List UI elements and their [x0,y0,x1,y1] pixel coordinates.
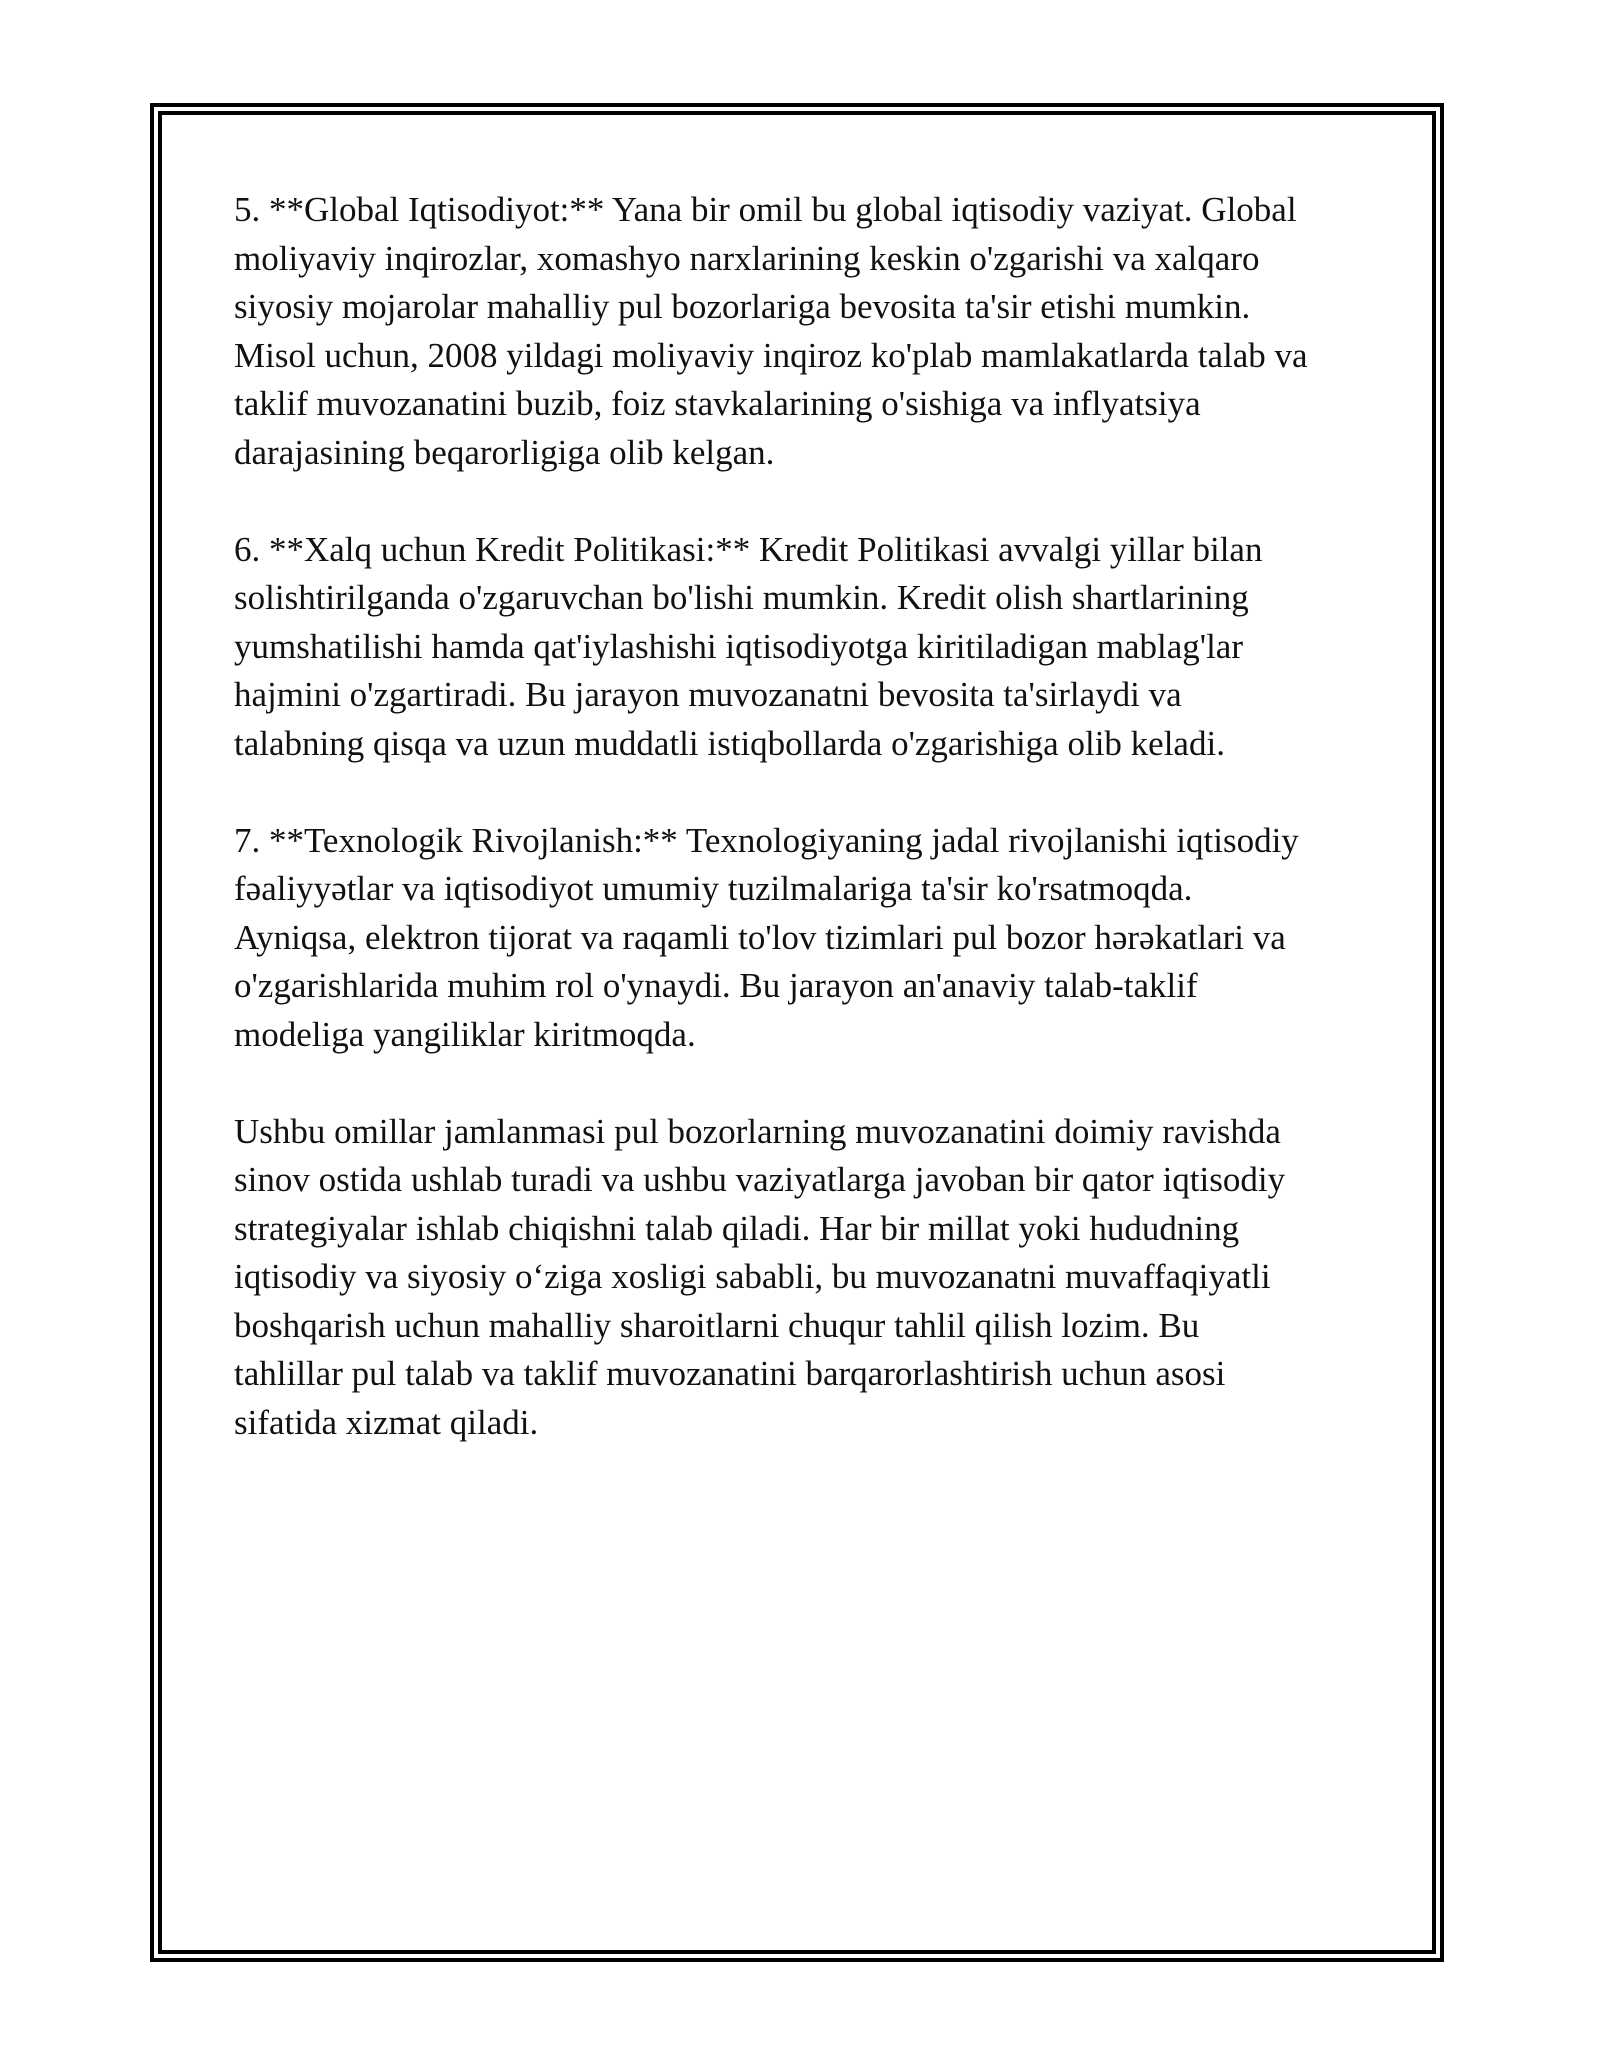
text-line: moliyaviy inqirozlar, xomashyo narxlarining keskin o'zgarishi va xalqaro [234,238,1260,278]
text-line: tahlillar pul talab va taklif muvozanatini barqarorlashtirish uchun asosi [234,1354,1226,1393]
text-line: boshqarish uchun mahalliy sharoitlarni chuqur tahlil qilish lozim. Bu [234,1305,1200,1345]
text-line: o'zgarishlarida muhim rol o'ynaydi. Bu jarayon an'anaviy talab-taklif [234,966,1198,1005]
text-line: Misol uchun, 2008 yildagi moliyaviy inqiroz ko'plab mamlakatlarda talab va [234,335,1308,375]
text-line: taklif muvozanatini buzib, foiz stavkalarining o'sishiga va inflyatsiya [234,384,1201,423]
text-line: solishtirilganda o'zgaruvchan bo'lishi mumkin. Kredit olish shartlarining [234,578,1249,617]
text-line: sifatida xizmat qiladi. [234,1402,539,1442]
text-line: sinov ostida ushlab turadi va ushbu vaziyatlarga javoban bir qator iqtisodiy [234,1160,1286,1199]
text-line: modeliga yangiliklar kiritmoqda. [234,1014,696,1054]
text-line: strategiyalar ishlab chiqishni talab qiladi. Har bir millat yoki hududning [234,1208,1240,1248]
paragraph-global-economy [234,186,1364,477]
paragraph-credit-policy [234,526,1364,769]
paragraph-conclusion [234,1108,1364,1448]
text-line: 5. **Global Iqtisodiyot:** Yana bir omil bu global iqtisodiy vaziyat. Global [234,190,1297,229]
text-line: Ayniqsa, elektron tijorat va raqamli to'lov tizimlari pul bozor hərəkatlari va [234,917,1286,957]
text-line: fəaliyyətlar va iqtisodiyot umumiy tuzilmalariga ta'sir ko'rsatmoqda. [234,869,1193,908]
text-line: yumshatilishi hamda qat'iylashishi iqtisodiyotga kiritiladigan mablag'lar [234,626,1243,666]
text-line: iqtisodiy va siyosiy o‘ziga xosligi sababli, bu muvozanatni muvaffaqiyatli [234,1257,1271,1296]
text-line: darajasining beqarorligiga olib kelgan. [234,432,775,472]
text-line: 6. **Xalq uchun Kredit Politikasi:** Kredit Politikasi avvalgi yillar bilan [234,529,1263,569]
paragraph-technology [234,817,1364,1060]
text-line: talabning qisqa va uzun muddatli istiqbollarda o'zgarishiga olib keladi. [234,723,1225,763]
text-line: Ushbu omillar jamlanmasi pul bozorlarning muvozanatini doimiy ravishda [234,1111,1281,1151]
text-line: hajmini o'zgartiradi. Bu jarayon muvozanatni bevosita ta'sirlaydi va [234,675,1182,714]
text-line: siyosiy mojarolar mahalliy pul bozorlariga bevosita ta'sir etishi mumkin. [234,287,1251,326]
text-line: 7. **Texnologik Rivojlanish:** Texnologiyaning jadal rivojlanishi iqtisodiy [234,820,1299,860]
document-body [234,186,1364,1496]
